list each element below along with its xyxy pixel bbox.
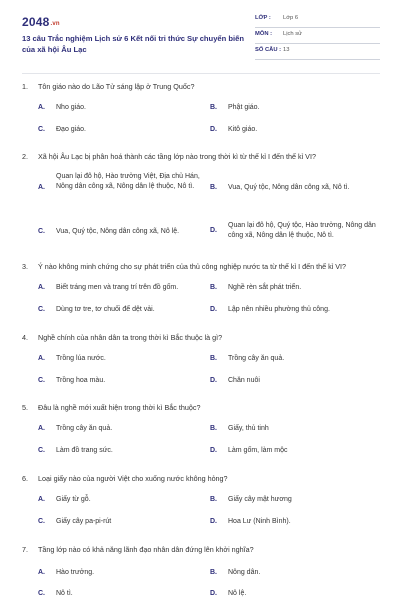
option-letter: A. bbox=[38, 184, 45, 191]
option-text: Trồng hoa màu. bbox=[56, 377, 106, 384]
option-letter: D. bbox=[210, 518, 217, 525]
option-text: Kitô giáo. bbox=[228, 126, 258, 133]
question-stem: Loại giấy nào của người Việt cho xuống nước không hỏng? bbox=[38, 474, 228, 483]
option-text: Hào trưởng. bbox=[56, 569, 95, 576]
option-text: Chăn nuôi bbox=[228, 377, 260, 384]
meta-key: SỐ CÂU : bbox=[255, 47, 282, 53]
option-text: Lập nên nhiều phường thủ công. bbox=[228, 306, 330, 313]
question-stem: Xã hội Âu Lạc bị phân hoá thành các tầng lớp nào trong thời kì từ thế kỉ I đến thế kỉ VI? bbox=[38, 152, 316, 161]
option-letter: A. bbox=[38, 569, 45, 576]
meta-row-grade bbox=[255, 12, 380, 28]
option-letter: A. bbox=[38, 104, 45, 111]
meta-value: Lớp 6 bbox=[283, 15, 299, 21]
question-number: 4. bbox=[22, 333, 28, 342]
meta-row-subject bbox=[255, 28, 380, 44]
option-letter: C. bbox=[38, 518, 45, 525]
question-number: 7. bbox=[22, 545, 28, 554]
option-text: Đạo giáo. bbox=[56, 126, 86, 133]
option-letter: D. bbox=[210, 377, 217, 384]
option-letter: D. bbox=[210, 227, 217, 234]
meta-info-table bbox=[255, 12, 380, 60]
option-letter: A. bbox=[38, 284, 45, 291]
option-text: Trồng cây ăn quả. bbox=[228, 355, 285, 362]
question-number: 2. bbox=[22, 152, 28, 161]
option-letter: B. bbox=[210, 355, 217, 362]
option-letter: C. bbox=[38, 228, 45, 235]
option-text: Quan lại đô hộ, Quý tộc, Hào trưởng, Nông dân công xã, Nông dân lệ thuộc, Nô tì. bbox=[228, 222, 376, 239]
document-title: 13 câu Trắc nghiệm Lịch sử 6 Kết nối tri thức Sự chuyển biến của xã hội Âu Lạc bbox=[22, 34, 245, 54]
option-letter: C. bbox=[38, 377, 45, 384]
option-letter: C. bbox=[38, 590, 45, 597]
option-text: Nho giáo. bbox=[56, 104, 86, 111]
option-letter: D. bbox=[210, 447, 217, 454]
option-text: Nông dân. bbox=[228, 569, 261, 576]
option-text: Trồng cây ăn quả. bbox=[56, 425, 113, 432]
option-text: Dùng tơ tre, tơ chuối để dệt vải. bbox=[56, 306, 155, 313]
question-text bbox=[22, 474, 382, 484]
option-text: Nghề rèn sắt phát triển. bbox=[228, 284, 302, 291]
option-text: Làm đồ trang sức. bbox=[56, 447, 113, 454]
meta-key: LỚP : bbox=[255, 15, 271, 21]
option-letter: B. bbox=[210, 284, 217, 291]
option-letter: C. bbox=[38, 126, 45, 133]
option-letter: B. bbox=[210, 569, 217, 576]
option-text: Vua, Quý tộc, Nông dân công xã, Nô tì. bbox=[228, 184, 350, 191]
meta-row-count bbox=[255, 44, 380, 60]
option-text: Giấy từ gỗ. bbox=[56, 496, 91, 503]
option-text: Giấy cây mật hương bbox=[228, 496, 292, 503]
option-letter: C. bbox=[38, 306, 45, 313]
question-number: 6. bbox=[22, 474, 28, 483]
question-text bbox=[22, 333, 382, 343]
question-number: 1. bbox=[22, 82, 28, 91]
question-stem: Ý nào không minh chứng cho sự phát triển của thủ công nghiệp nước ta từ thế kỉ I đến thế kỉ VI? bbox=[38, 262, 347, 271]
option-text: Hoa Lư (Ninh Bình). bbox=[228, 518, 291, 525]
option-letter: C. bbox=[38, 447, 45, 454]
question-text bbox=[22, 82, 382, 92]
option-letter: D. bbox=[210, 306, 217, 313]
option-letter: A. bbox=[38, 425, 45, 432]
option-text: Nô tì. bbox=[56, 590, 73, 597]
header-divider bbox=[22, 73, 380, 74]
site-logo[interactable] bbox=[22, 15, 60, 29]
logo-suffix: .vn bbox=[50, 21, 60, 27]
meta-value: Lịch sử bbox=[283, 31, 303, 37]
question-text bbox=[22, 545, 382, 555]
option-text: Trồng lúa nước. bbox=[56, 355, 106, 362]
option-text: Giấy cây pa-pi-rút bbox=[56, 518, 112, 525]
meta-value: 13 bbox=[283, 47, 290, 53]
question-stem: Tôn giáo nào do Lão Tử sáng lập ở Trung Quốc? bbox=[38, 82, 195, 91]
option-text: Biết tráng men và trang trí trên đồ gốm. bbox=[56, 284, 179, 291]
option-letter: A. bbox=[38, 355, 45, 362]
option-letter: B. bbox=[210, 104, 217, 111]
meta-key: MÔN : bbox=[255, 31, 273, 37]
question-number: 3. bbox=[22, 262, 28, 271]
option-letter: B. bbox=[210, 425, 217, 432]
logo-text: 2048 bbox=[22, 15, 50, 29]
option-letter: B. bbox=[210, 184, 217, 191]
option-letter: D. bbox=[210, 126, 217, 133]
option-text: Nô lệ. bbox=[228, 590, 247, 597]
option-text: Vua, Quý tộc, Nông dân công xã, Nô lệ. bbox=[56, 228, 180, 235]
option-letter: A. bbox=[38, 496, 45, 503]
option-text: Phật giáo. bbox=[228, 104, 260, 111]
question-stem: Đâu là nghề mới xuất hiện trong thời kì Bắc thuộc? bbox=[38, 403, 201, 412]
page-header bbox=[0, 0, 400, 70]
question-text bbox=[22, 152, 382, 162]
option-text: Giấy, thủ tinh bbox=[228, 425, 269, 432]
option-text: Làm gốm, làm mộc bbox=[228, 447, 288, 454]
question-number: 5. bbox=[22, 403, 28, 412]
question-stem: Nghề chính của nhân dân ta trong thời kì Bắc thuộc là gì? bbox=[38, 333, 223, 342]
option-letter: D. bbox=[210, 590, 217, 597]
question-text bbox=[22, 403, 382, 413]
question-stem: Tầng lớp nào có khả năng lãnh đạo nhân dân đứng lên khởi nghĩa? bbox=[38, 545, 254, 554]
question-text bbox=[22, 262, 382, 272]
option-letter: B. bbox=[210, 496, 217, 503]
option-text: Quan lại đô hộ, Hào trưởng Việt, Địa chủ Hán, Nông dân công xã, Nông dân lệ thuộc, Nô tì. bbox=[56, 173, 200, 190]
